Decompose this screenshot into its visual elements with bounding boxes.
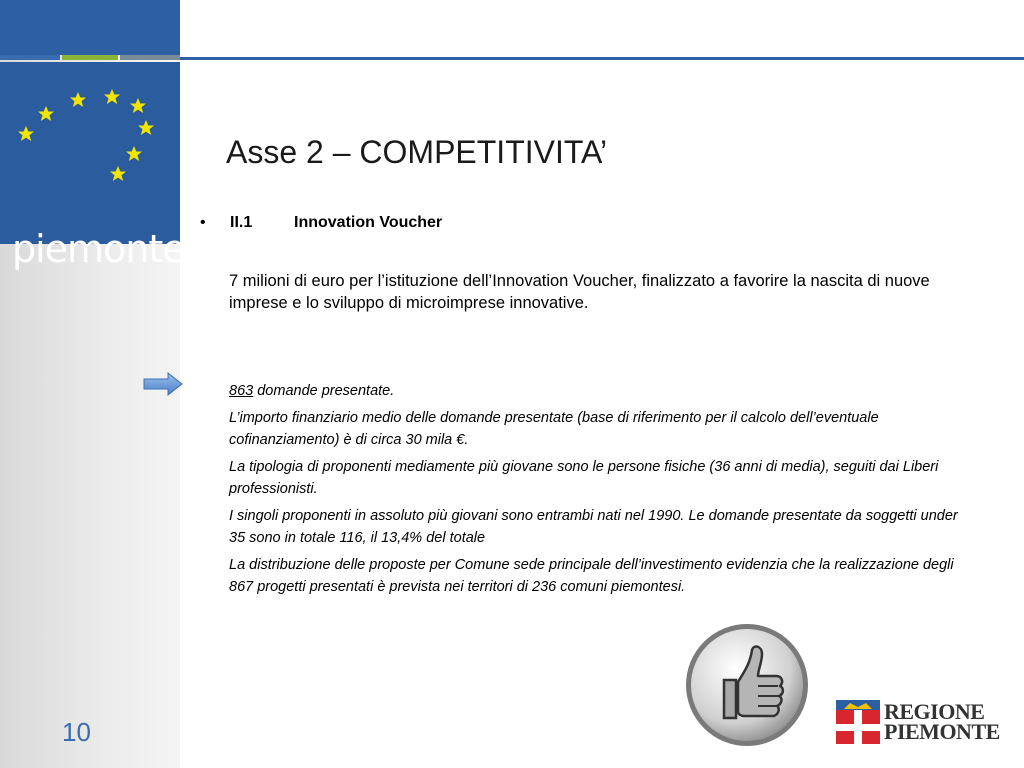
intro-paragraph: 7 milioni di euro per l’istituzione dell’Innovation Voucher, finalizzato a favorire la nascita di nuove imprese e lo sviluppo di microimprese innovative. — [229, 272, 930, 312]
bullet-code: II.1 — [230, 214, 253, 231]
arrow-right-icon — [142, 371, 184, 397]
eu-stars-icon — [0, 62, 180, 244]
application-count: 863 — [229, 383, 254, 399]
bullet-marker: • — [200, 214, 206, 231]
regione-line-2: PIEMONTE — [884, 719, 1000, 744]
bullet-name: Innovation Voucher — [294, 214, 443, 231]
page-number: 10 — [62, 717, 91, 747]
regione-line-1: REGIONE — [884, 699, 985, 724]
detail-distribution: La distribuzione delle proposte per Comune sede principale dell’investimento evidenzia che la realizzazione degli 867 progetti presentati è prevista nei territori di 236 comuni piemontesi. — [229, 557, 954, 595]
logo-text: piemonte — [12, 227, 185, 271]
stripe-blue — [0, 55, 60, 60]
slide-title: Asse 2 – COMPETITIVITA’ — [226, 134, 608, 170]
stripe-gray — [120, 55, 180, 60]
details-block — [229, 380, 969, 603]
thumbs-up-icon — [684, 622, 810, 748]
top-blue-bar — [0, 0, 180, 55]
regione-crest-icon — [836, 700, 880, 744]
bullet-heading — [200, 214, 442, 232]
regione-piemonte-logo — [836, 700, 1000, 744]
detail-proponent-type: La tipologia di proponenti mediamente più giovane sono le persone fisiche (36 anni di media), seguiti dai Liberi professionisti. — [229, 459, 939, 497]
piemonte-logo — [0, 62, 185, 271]
application-count-label: domande presentate. — [253, 383, 395, 399]
detail-count — [229, 380, 969, 402]
stripe-green — [62, 55, 118, 60]
detail-youngest-proponents: I singoli proponenti in assoluto più giovani sono entrambi nati nel 1990. Le domande presentate da soggetti under 35 sono in totale 116, il 13,4% del totale — [229, 508, 958, 546]
detail-average-amount: L’importo finanziario medio delle domande presentate (base di riferimento per il calcolo dell’eventuale cofinanziamento) è di circa 30 mila €. — [229, 410, 879, 448]
header-divider-line — [180, 57, 1024, 60]
